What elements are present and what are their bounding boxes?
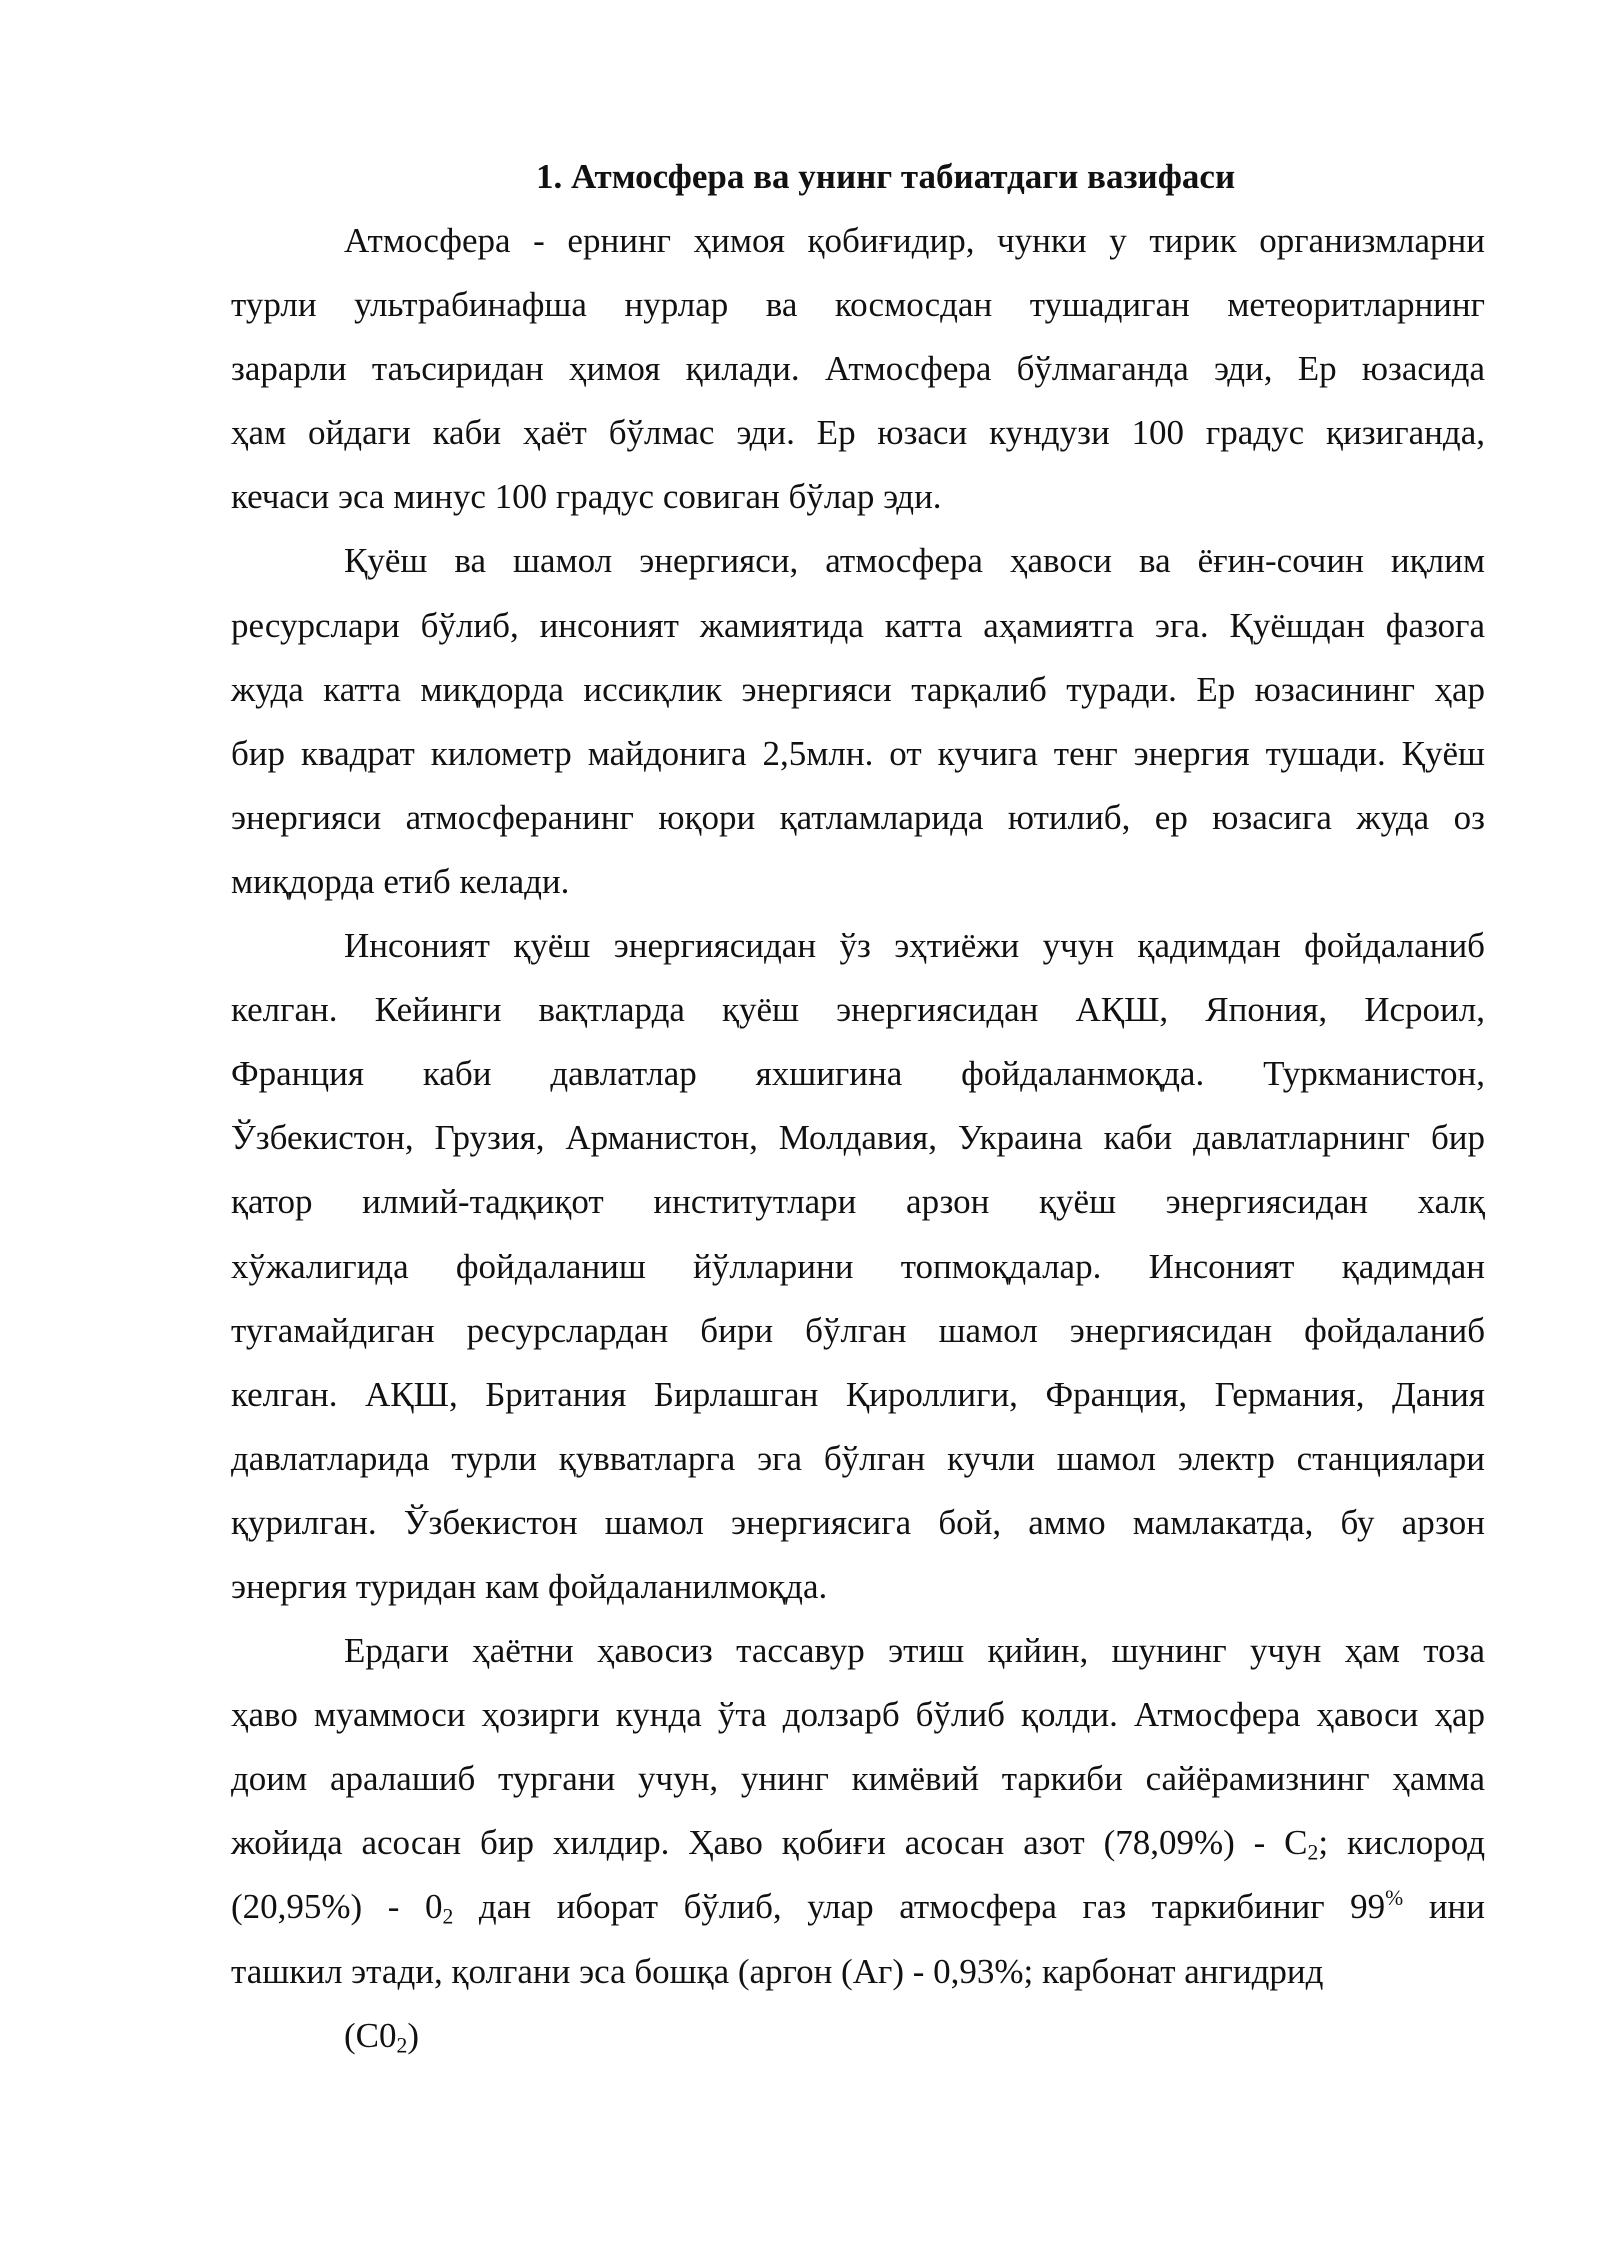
text-run: (С0 <box>344 2015 397 2055</box>
subscript: 2 <box>442 1904 454 1929</box>
text-run: ) <box>407 2015 419 2055</box>
text-line: Инсоният қуёш энергиясидан ўз эҳтиёжи учун қадимдан фойдаланиб <box>344 926 1485 966</box>
paragraph <box>231 2004 1485 2068</box>
document-page <box>231 145 1485 2068</box>
text-line: ҳам ойдаги каби ҳаёт бўлмас эди. Ер юзаси кундузи 100 градус қизиганда, <box>231 413 1485 453</box>
paragraph <box>231 209 1485 529</box>
text-run: ; кислород <box>1318 1823 1485 1863</box>
text-run: жойида асосан бир хилдир. Ҳаво қобиғи асосан азот (78,09%) - С <box>231 1823 1308 1863</box>
text-line: хўжалигида фойдаланиш йўлларини топмоқдалар. Инсоният қадимдан <box>231 1246 1485 1286</box>
subscript: 2 <box>396 2033 408 2058</box>
text-line: давлатларида турли қувватларга эга бўлган кучли шамол электр станциялари <box>231 1438 1485 1478</box>
text-line: Ўзбекистон, Грузия, Арманистон, Молдавия, Украина каби давлатларнинг бир <box>231 1118 1485 1158</box>
text-line: турли ультрабинафша нурлар ва космосдан тушадиган метеоритларнинг <box>231 285 1485 325</box>
text-line: қурилган. Ўзбекистон шамол энергиясига бой, аммо мамлакатда, бу арзон <box>231 1502 1485 1542</box>
text-line: Қуёш ва шамол энергияси, атмосфера ҳавоси ва ёғин-сочин иқлим <box>344 541 1485 581</box>
paragraph <box>231 529 1485 914</box>
text-line: кечаси эса минус 100 градус совиган бўлар эди. <box>231 477 942 517</box>
text-line: келган. Кейинги вақтларда қуёш энергиясидан АҚШ, Япония, Исроил, <box>231 990 1485 1030</box>
text-line: миқдорда етиб келади. <box>231 861 570 901</box>
text-run: дан иборат бўлиб, улар атмосфера газ таркибиниг 99 <box>453 1887 1386 1927</box>
section-heading: 1. Атмосфера ва унинг табиатдаги вазифаси <box>536 157 1236 196</box>
subscript: 2 <box>1307 1840 1319 1865</box>
superscript: % <box>1385 1886 1404 1911</box>
text-line: Атмосфера - ернинг ҳимоя қобиғидир, чунки у тирик организмларни <box>344 221 1485 260</box>
document-body <box>231 209 1485 2068</box>
text-line <box>231 2004 1485 2068</box>
text-run: (20,95%) - 0 <box>231 1887 443 1927</box>
text-line: ташкил этади, қолгани эса бошқа (аргон (Аг) - 0,93%; карбонат ангидрид <box>231 1951 1324 1991</box>
text-line: Ердаги ҳаётни ҳавосиз тассавур этиш қийин, шунинг учун ҳам тоза <box>344 1631 1485 1671</box>
text-run: ини <box>1403 1887 1486 1927</box>
text-line: қатор илмий-тадқиқот институтлари арзон қуёш энергиясидан халқ <box>231 1182 1485 1222</box>
text-line: жуда катта миқдорда иссиқлик энергияси тарқалиб туради. Ер юзасининг ҳар <box>231 669 1485 709</box>
text-line: бир квадрат километр майдонига 2,5млн. от кучига тенг энергия тушади. Қуёш <box>231 733 1485 773</box>
text-line: тугамайдиган ресурслардан бири бўлган шамол энергиясидан фойдаланиб <box>231 1310 1485 1350</box>
text-line: келган. АҚШ, Британия Бирлашган Қироллиги, Франция, Германия, Дания <box>231 1374 1485 1414</box>
text-line: зарарли таъсиридан ҳимоя қилади. Атмосфера бўлмаганда эди, Ер юзасида <box>231 349 1485 389</box>
text-line: энергия туридан кам фойдаланилмоқда. <box>231 1566 828 1606</box>
paragraph <box>231 914 1485 1619</box>
paragraph <box>231 1619 1485 2004</box>
text-line: ҳаво муаммоси ҳозирги кунда ўта долзарб бўлиб қолди. Атмосфера ҳавоси ҳар <box>231 1695 1485 1735</box>
text-line <box>231 1875 1485 1939</box>
text-line: энергияси атмосферанинг юқори қатламларида ютилиб, ер юзасига жуда оз <box>231 797 1485 837</box>
text-line: ресурслари бўлиб, инсоният жамиятида катта аҳамиятга эга. Қуёшдан фазога <box>231 605 1485 645</box>
text-line: Франция каби давлатлар яхшигина фойдаланмоқда. Туркманистон, <box>231 1054 1485 1094</box>
text-line: доим аралашиб тургани учун, унинг кимёвий таркиби сайёрамизнинг ҳамма <box>231 1759 1485 1799</box>
text-line <box>231 1811 1485 1875</box>
